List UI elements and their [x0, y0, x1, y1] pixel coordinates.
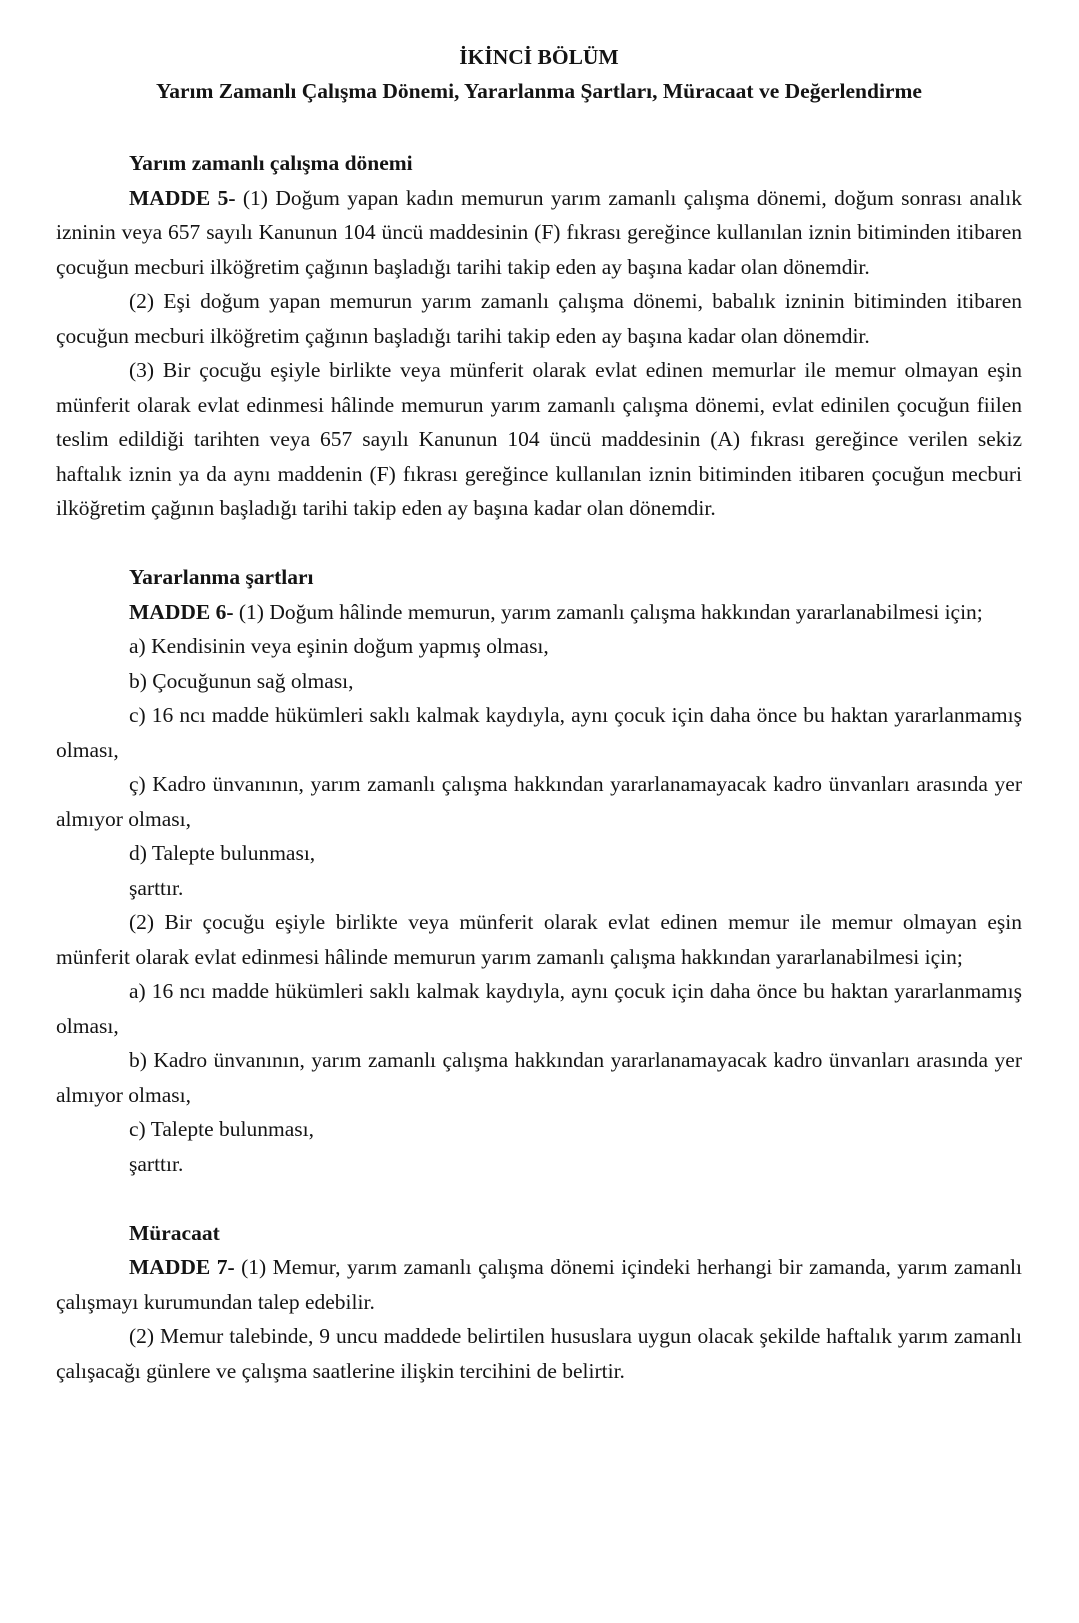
list-item: b) Kadro ünvanının, yarım zamanlı çalışma hakkından yararlanamayacak kadro ünvanları arasında yer almıyor olması,: [56, 1048, 1022, 1107]
section-heading-madde-7: Müracaat: [129, 1220, 220, 1245]
list-item: c) 16 ncı madde hükümleri saklı kalmak kaydıyla, aynı çocuk için daha önce bu haktan yararlanmamış olması,: [56, 703, 1022, 762]
madde-7-paragraph-1-text: (1) Memur, yarım zamanlı çalışma dönemi içindeki herhangi bir zamanda, yarım zamanlı çalışmayı kurumundan talep edebilir.: [56, 1255, 1022, 1314]
section-gap: [56, 526, 1022, 561]
section-heading-madde-6: Yararlanma şartları: [129, 565, 314, 589]
madde-5-label: MADDE 5-: [129, 185, 236, 210]
madde-5-paragraph-1: [56, 181, 1022, 285]
chapter-title: İKİNCİ BÖLÜM: [459, 45, 619, 69]
madde-6-paragraph-2: (2) Bir çocuğu eşiyle birlikte veya münferit olarak evlat edinen memur ile memur olmayan eşin münferit olarak evlat edinmesi hâlinde memurun yarım zamanlı çalışma hakkından yararlanabilmesi için;: [56, 910, 1022, 969]
section-gap: [56, 1181, 1022, 1216]
list-closing: şarttır.: [129, 1151, 184, 1176]
madde-7-label: MADDE 7-: [129, 1255, 235, 1279]
madde-5-paragraph-3: (3) Bir çocuğu eşiyle birlikte veya münferit olarak evlat edinen memurlar ile memur olmayan eşin münferit olarak evlat edinmesi hâlinde memurun yarım zamanlı çalışma dönemi, evlat edinilen çocuğun fiilen teslim edildiği tarihten veya 657 sayılı Kanunun 104 üncü maddesinin (A) fıkrası gereğince verilen sekiz haftalık iznin ya da aynı maddenin (F) fıkrası gereğince kullanılan iznin bitiminden itibaren çocuğun mecburi ilköğretim çağının başladığı tarihi takip eden ay başına kadar olan dönemdir.: [56, 358, 1022, 520]
madde-5-paragraph-2: (2) Eşi doğum yapan memurun yarım zamanlı çalışma dönemi, babalık izninin bitiminden itibaren çocuğun mecburi ilköğretim çağının başladığı tarihi takip eden ay başına kadar olan dönemdir.: [56, 289, 1022, 348]
madde-6-label: MADDE 6-: [129, 599, 234, 624]
madde-6-paragraph-1-text: (1) Doğum hâlinde memurun, yarım zamanlı çalışma hakkından yararlanabilmesi için;: [233, 599, 983, 624]
document-page: [56, 40, 1022, 1388]
chapter-subtitle: Yarım Zamanlı Çalışma Dönemi, Yararlanma Şartları, Müracaat ve Değerlendirme: [156, 79, 922, 103]
madde-6-paragraph-1: [56, 595, 1022, 630]
section-heading-madde-5: Yarım zamanlı çalışma dönemi: [129, 151, 413, 175]
list-closing: şarttır.: [129, 875, 184, 900]
list-item: a) 16 ncı madde hükümleri saklı kalmak kaydıyla, aynı çocuk için daha önce bu haktan yararlanmamış olması,: [56, 979, 1022, 1038]
list-item: a) Kendisinin veya eşinin doğum yapmış olması,: [129, 634, 549, 658]
madde-7-paragraph-1: [56, 1250, 1022, 1319]
list-item: ç) Kadro ünvanının, yarım zamanlı çalışma hakkından yararlanamayacak kadro ünvanları arasında yer almıyor olması,: [56, 772, 1022, 831]
list-item: b) Çocuğunun sağ olması,: [129, 668, 354, 693]
madde-5-paragraph-1-text: (1) Doğum yapan kadın memurun yarım zamanlı çalışma dönemi, doğum sonrası analık izninin veya 657 sayılı Kanunun 104 üncü maddesinin (F) fıkrası gereğince kullanılan iznin bitiminden itibaren çocuğun mecburi ilköğretim çağının başladığı tarihi takip eden ay başına kadar olan dönemdir.: [56, 185, 1022, 279]
list-item: d) Talepte bulunması,: [129, 841, 316, 865]
list-item: c) Talepte bulunması,: [129, 1117, 314, 1141]
madde-7-paragraph-2: (2) Memur talebinde, 9 uncu maddede belirtilen hususlara uygun olacak şekilde haftalık yarım zamanlı çalışacağı günlere ve çalışma saatlerine ilişkin tercihini de belirtir.: [56, 1324, 1022, 1383]
